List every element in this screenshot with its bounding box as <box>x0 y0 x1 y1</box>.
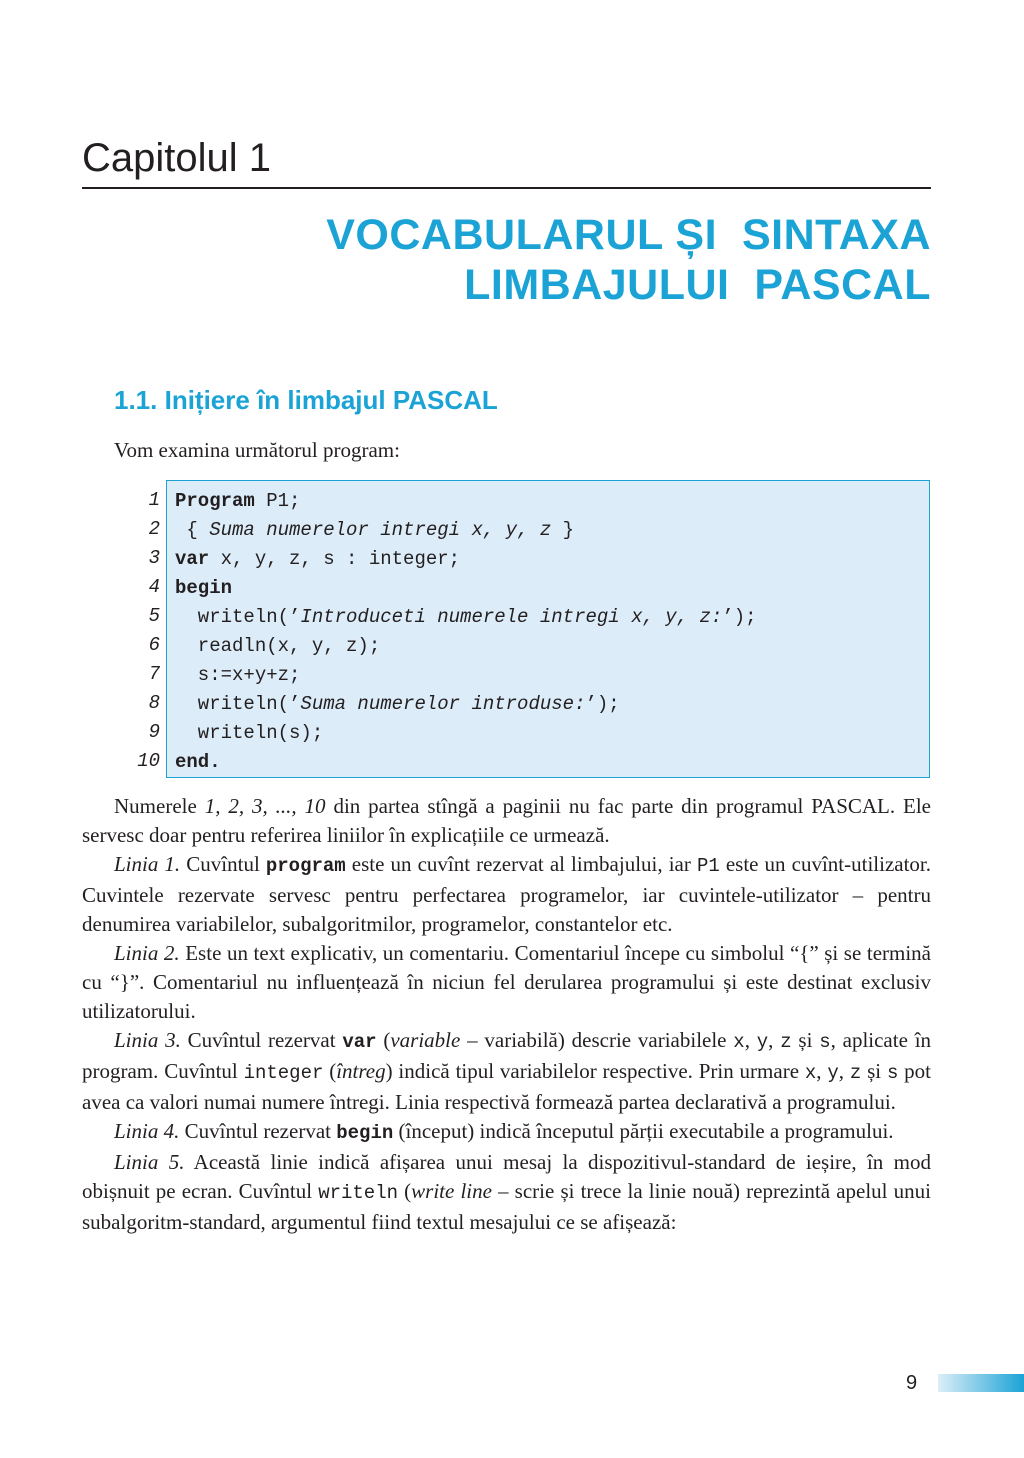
text-run: , <box>744 1028 757 1052</box>
text-run: ( <box>398 1179 412 1203</box>
code-line <box>175 487 757 516</box>
code-listing <box>106 480 932 780</box>
text-run: – variabilă) descrie variabilele <box>460 1028 734 1052</box>
text-run: z <box>780 1031 792 1053</box>
code-token: writeln(’ <box>175 693 301 715</box>
text-run: x <box>804 1062 817 1084</box>
text-run: write line <box>411 1179 492 1203</box>
chapter-label: Capitolul 1 <box>82 136 272 180</box>
chapter-title-line-1: VOCABULARUL ȘI SINTAXA <box>326 211 931 259</box>
chapter-title <box>326 210 931 310</box>
text-run: ( <box>376 1028 391 1052</box>
text-run: este un cuvînt rezervat al limbajului, iar <box>345 852 697 876</box>
code-line <box>175 719 757 748</box>
section-title: 1.1. Inițiere în limbajul PASCAL <box>114 385 498 415</box>
code-line <box>175 661 757 690</box>
text-run: Este un text explicativ, un comentariu. Comentariul începe cu simbolul “{” și se termină cu “}”. Comentariul nu influențează în niciun fel derularea programului și este destinat exclusiv utilizatorului. <box>82 941 931 1023</box>
code-token: end. <box>175 751 221 773</box>
text-run: var <box>342 1031 377 1053</box>
code-line <box>175 748 757 777</box>
code-line <box>175 690 757 719</box>
text-run: program <box>265 855 346 877</box>
text-run: s <box>886 1062 899 1084</box>
code-token: s:=x+y+z; <box>175 664 301 686</box>
code-line-number: 5 <box>148 605 160 627</box>
text-run: este un cuvînt-utilizator. Cuvintele rezervate servesc pentru perfectarea programelor, iar cuvintele-utilizator – pentru denumirea variabilelor, subalgoritmilor, programelor, constantelor etc. <box>82 852 932 936</box>
text-run: writeln <box>318 1182 399 1204</box>
code-line <box>175 516 757 545</box>
text-run: și <box>791 1028 820 1052</box>
code-token: var <box>175 548 210 570</box>
code-token: readln(x, y, z); <box>175 635 381 657</box>
text-run: s <box>819 1031 831 1053</box>
intro-text: Vom examina următorul program: <box>114 438 400 462</box>
text-run: Cuvîntul <box>180 852 266 876</box>
text-run: Numerele <box>114 794 205 818</box>
text-run: (început) indică începutul părții executabile a programului. <box>393 1119 894 1143</box>
code-line-number: 10 <box>137 750 160 772</box>
body-text <box>82 792 931 1237</box>
code-line <box>175 574 757 603</box>
code-token: Introduceti numerele intregi x, y, z: <box>300 606 723 628</box>
code-token: begin <box>175 577 233 599</box>
text-run: , <box>816 1059 828 1083</box>
code-line-numbers <box>106 486 160 776</box>
code-token: x, y, z, s : integer; <box>209 548 461 570</box>
text-run: P1 <box>696 855 720 877</box>
text-run: Linia 5. <box>114 1150 185 1174</box>
text-run: Cuvîntul rezervat <box>179 1119 337 1143</box>
code-line <box>175 632 757 661</box>
text-run: begin <box>336 1122 394 1144</box>
paragraph-line-3 <box>82 1026 931 1117</box>
text-run: y <box>756 1031 769 1053</box>
code-token: ’); <box>585 693 620 715</box>
code-token: writeln(s); <box>175 722 324 744</box>
text-run: Cuvîntul rezervat <box>180 1028 343 1052</box>
text-run: y <box>827 1062 839 1084</box>
code-line-number: 8 <box>148 692 160 714</box>
text-run: 1, 2, 3, ..., 10 <box>204 794 326 818</box>
text-run: Această linie indică afișarea unui mesaj la dispozitivul-standard de ieșire, în mod obișnuit pe ecran. Cuvîntul <box>82 1150 931 1203</box>
code-token: writeln(’ <box>175 606 301 628</box>
paragraph-line-numbers-note <box>82 792 931 850</box>
text-run: integer <box>243 1062 324 1084</box>
text-run: variable <box>390 1028 461 1052</box>
code-lines <box>175 487 757 777</box>
paragraph-line-5 <box>82 1148 931 1237</box>
text-run: și <box>861 1059 887 1083</box>
code-token: } <box>551 519 575 541</box>
text-run: Linia 1. <box>114 852 181 876</box>
page-marker-bar <box>938 1374 1024 1392</box>
code-line-number: 6 <box>148 634 160 656</box>
text-run: Linia 4. <box>114 1119 180 1143</box>
code-line-number: 3 <box>148 547 160 569</box>
chapter-title-line-2: LIMBAJULUI PASCAL <box>464 261 931 309</box>
text-run: , <box>768 1028 781 1052</box>
code-token: { <box>175 519 210 541</box>
text-run: , aplicate în program. Cuvîntul <box>82 1028 932 1083</box>
text-run: din partea stîngă a paginii nu fac parte din programul PASCAL. Ele servesc doar pentru referirea liniilor în explicațiile ce urmează. <box>82 794 931 847</box>
text-run: z <box>849 1062 862 1084</box>
text-run: – scrie și trece la linie nouă) reprezintă apelul unui subalgoritm-standard, argumentul fiind textul mesajului ce se afișează: <box>82 1179 931 1234</box>
page-number: 9 <box>906 1372 918 1394</box>
paragraph-line-1 <box>82 850 931 939</box>
code-token: Program <box>175 490 255 512</box>
code-box <box>166 480 930 778</box>
code-token: ’); <box>722 606 757 628</box>
paragraph-line-4 <box>82 1117 931 1148</box>
chapter-divider <box>82 187 931 189</box>
paragraph-line-2 <box>82 939 931 1026</box>
code-line-number: 1 <box>148 489 160 511</box>
code-line-number: 9 <box>148 721 160 743</box>
text-run: întreg <box>336 1059 386 1083</box>
text-run: , <box>838 1059 850 1083</box>
text-run: pot avea ca valori numai numere întregi. Linia respectivă formează partea declarativă a programului. <box>82 1059 932 1114</box>
text-run: Linia 2. <box>114 941 180 965</box>
code-line-number: 7 <box>148 663 160 685</box>
text-run: ( <box>323 1059 337 1083</box>
text-run: Linia 3. <box>114 1028 181 1052</box>
code-token: Suma numerelor intregi x, y, z <box>209 519 552 541</box>
code-line-number: 2 <box>148 518 160 540</box>
code-line <box>175 603 757 632</box>
code-line <box>175 545 757 574</box>
text-run: ) indică tipul variabilelor respective. Prin urmare <box>385 1059 805 1083</box>
code-line-number: 4 <box>148 576 160 598</box>
code-token: P1; <box>254 490 301 512</box>
text-run: x <box>733 1031 745 1053</box>
code-token: Suma numerelor introduse: <box>300 693 586 715</box>
